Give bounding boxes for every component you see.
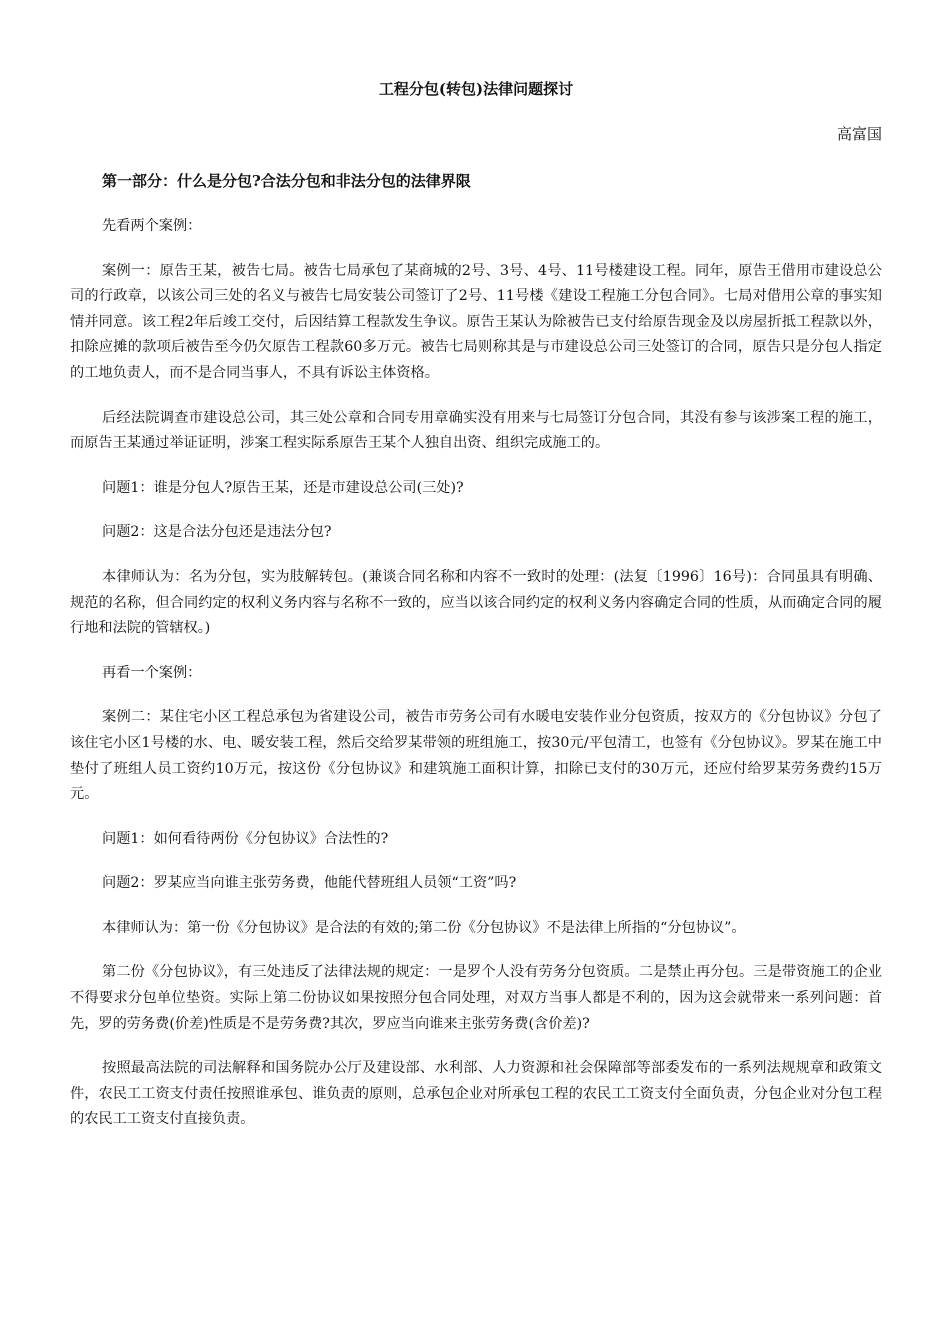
paragraph-lawyer-opinion-1: 本律师认为：名为分包，实为肢解转包。(兼谈合同名称和内容不一致时的处理：(法复〔1996〕16号)：合同虽具有明确、规范的名称，但合同约定的权利义务内容与名称不一致的，应当以该合同约定的权利义务内容确定合同的性质，从而确定合同的履行地和法院的管辖权。) bbox=[70, 568, 882, 637]
paragraph-court-investigation: 后经法院调查市建设总公司，其三处公章和合同专用章确实没有用来与七局签订分包合同，其没有参与该涉案工程的施工，而原告王某通过举证证明，涉案工程实际系原告王某个人独自出资、组织完成施工的。 bbox=[70, 409, 882, 452]
paragraph-another-case: 再看一个案例： bbox=[102, 664, 202, 681]
paragraph-question-2: 问题2：这是合法分包还是违法分包? bbox=[102, 524, 332, 541]
paragraph-case-two-question-1: 问题1：如何看待两份《分包协议》合法性的? bbox=[102, 830, 389, 847]
paragraph-case-two: 案例二：某住宅小区工程总承包为省建设公司，被告市劳务公司有水暖电安装作业分包资质，按双方的《分包协议》分包了该住宅小区1号楼的水、电、暖安装工程，然后交给罗某带领的班组施工，按30元/平包清工，也签有《分包协议》。罗某在施工中垫付了班组人员工资约10万元，按这份《分包协议》和建筑施工面积计算，扣除已支付的30万元，还应付给罗某劳务费约15万元。 bbox=[70, 709, 882, 803]
paragraph-question-1: 问题1：谁是分包人?原告王某，还是市建设总公司(三处)? bbox=[102, 479, 464, 496]
paragraph-lawyer-opinion-2: 本律师认为：第一份《分包协议》是合法的有效的;第二份《分包协议》不是法律上所指的“分包协议”。 bbox=[102, 919, 746, 936]
section-heading: 第一部分：什么是分包?合法分包和非法分包的法律界限 bbox=[102, 172, 471, 190]
document-title: 工程分包(转包)法律问题探讨 bbox=[378, 80, 574, 98]
paragraph-case-one: 案例一：原告王某，被告七局。被告七局承包了某商城的2号、3号、4号、11号楼建设工程。同年，原告王借用市建设总公司的行政章，以该公司三处的名义与被告七局安装公司签订了2号、11号楼《建设工程施工分包合同》。七局对借用公章的事实知情并同意。该工程2年后竣工交付，后因结算工程款发生争议。原告王某认为除被告已支付给原告现金及以房屋折抵工程款以外，扣除应摊的款项后被告至今仍欠原告工程款60多万元。被告七局则称其是与市建设总公司三处签订的合同，原告只是分包人指定的工地负责人，而不是合同当事人，不具有诉讼主体资格。 bbox=[70, 262, 882, 381]
document-page bbox=[70, 78, 882, 1152]
paragraph-wage-responsibility: 按照最高法院的司法解释和国务院办公厅及建设部、水利部、人力资源和社会保障部等部委发布的一系列法规规章和政策文件，农民工工资支付责任按照谁承包、谁负责的原则，总承包企业对所承包工程的农民工工资支付全面负责，分包企业对分包工程的农民工工资支付直接负责。 bbox=[70, 1060, 882, 1128]
paragraph-case-two-question-2: 问题2：罗某应当向谁主张劳务费，他能代替班组人员领“工资”吗? bbox=[102, 875, 517, 892]
author-name: 高富国 bbox=[836, 125, 882, 143]
paragraph-intro-cases: 先看两个案例： bbox=[102, 218, 202, 234]
paragraph-second-agreement: 第二份《分包协议》，有三处违反了法律法规的规定：一是罗个人没有劳务分包资质。二是禁止再分包。三是带资施工的企业不得要求分包单位垫资。实际上第二份协议如果按照分包合同处理，对双方当事人都是不利的，因为这会就带来一系列问题：首先，罗的劳务费(价差)性质是不是劳务费?其次，罗应当向谁来主张劳务费(含价差)? bbox=[70, 964, 882, 1032]
